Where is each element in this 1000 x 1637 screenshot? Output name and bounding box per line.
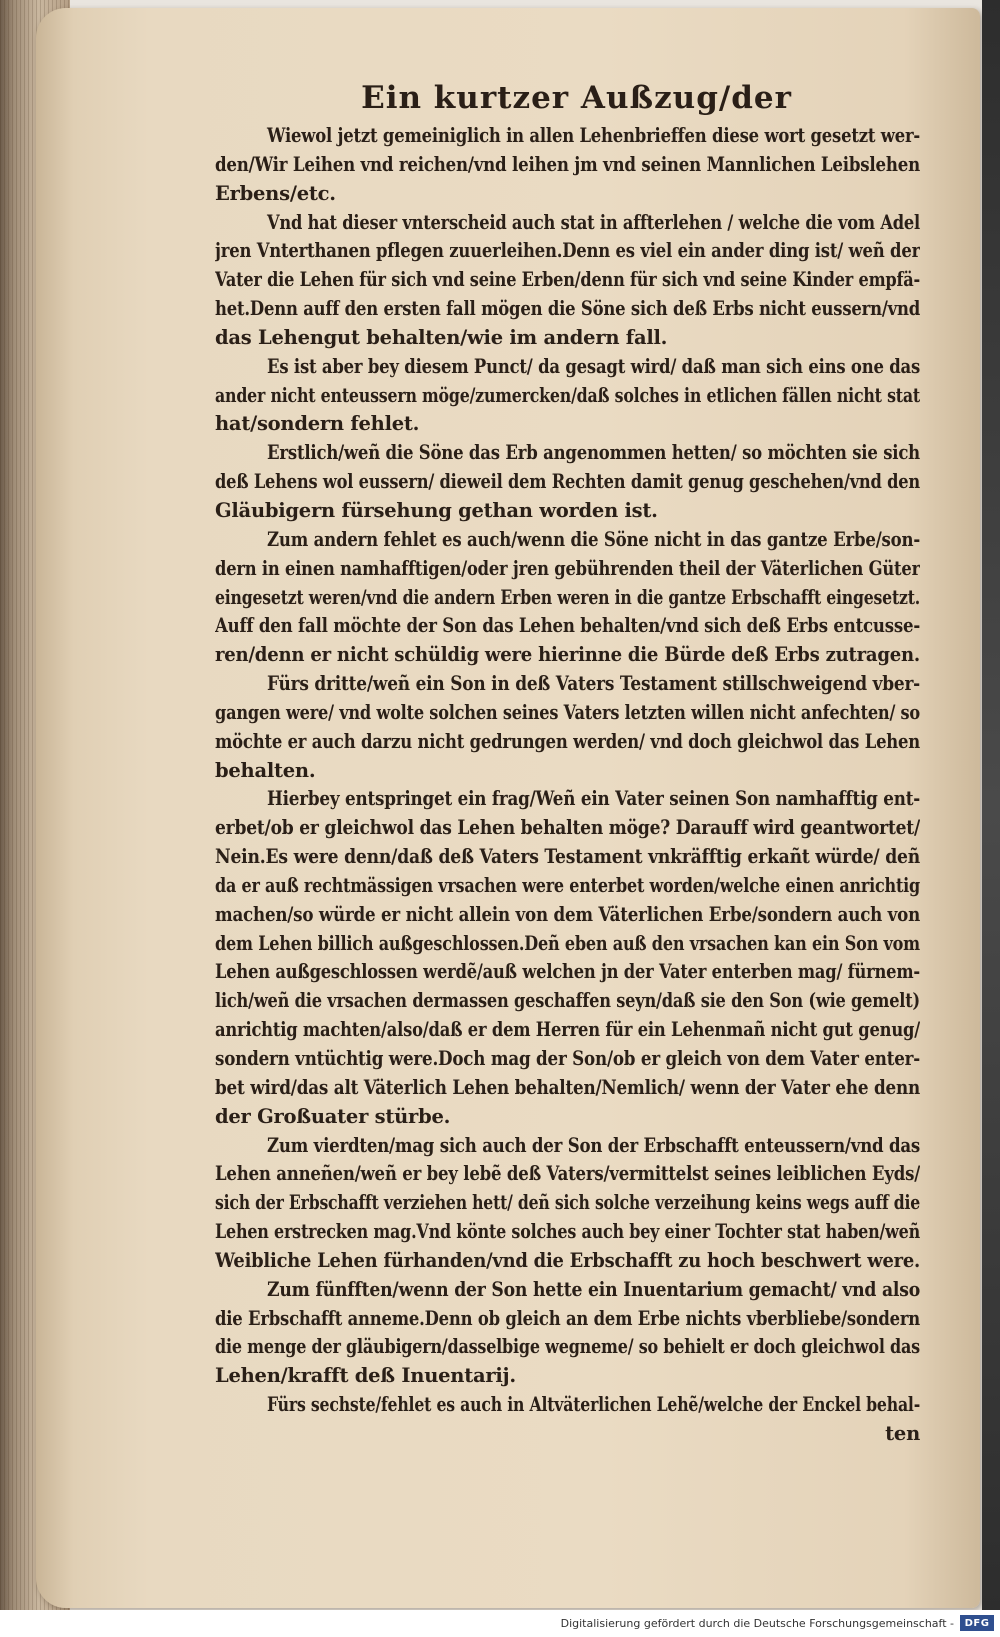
text-line: het.Denn auff den ersten fall mögen die Söne sich deß Erbs nicht eussern/vnd: [215, 297, 920, 321]
text-line: eingesetzt weren/vnd die andern Erben weren in die gantze Erbschafft eingesetzt.: [215, 585, 920, 609]
scan-border-strip: [982, 0, 1000, 1610]
text-line: Fürs dritte/weñ ein Son in deß Vaters Testament stillschweigend vber-: [267, 672, 920, 696]
text-line: ander nicht enteussern möge/zumercken/daß solches in etlichen fällen nicht stat: [215, 383, 920, 407]
running-head: Ein kurtzer Außzug/der: [361, 80, 792, 116]
text-line: hat/sondern fehlet.: [215, 412, 420, 436]
text-line: Weibliche Lehen fürhanden/vnd die Erbschafft zu hoch beschwert were.: [215, 1248, 920, 1272]
text-line: dern in einen namhafftigen/oder jren gebührenden theil der Väterlichen Güter: [215, 556, 920, 580]
text-line: lich/weñ die vrsachen dermassen geschaffen seyn/daß sie den Son (wie gemelt): [215, 989, 920, 1013]
page-text-block: [215, 80, 920, 1449]
text-line: dem Lehen billich außgeschlossen.Deñ eben auß den vrsachen kan ein Son vom: [215, 931, 920, 955]
text-line: machen/so würde er nicht allein von dem Väterlichen Erbe/sondern auch von: [215, 902, 920, 926]
text-line: ren/denn er nicht schüldig were hierinne die Bürde deß Erbs zutragen.: [215, 643, 920, 667]
text-line: behalten.: [215, 758, 316, 782]
text-line: Zum andern fehlet es auch/wenn die Söne nicht in das gantze Erbe/son-: [267, 527, 920, 551]
text-line: Es ist aber bey diesem Punct/ da gesagt wird/ daß man sich eins one das: [267, 354, 920, 378]
text-line: Fürs sechste/fehlet es auch in Altväterlichen Lehẽ/welche der Enckel behal-: [267, 1393, 920, 1417]
text-line: Lehen erstrecken mag.Vnd könte solches auch bey einer Tochter stat haben/weñ: [215, 1220, 920, 1244]
text-line: ten: [885, 1421, 920, 1445]
text-line: anrichtig machten/also/daß er dem Herren für ein Lehenmañ nicht gut genug/: [215, 1018, 920, 1042]
text-line: Zum fünfften/wenn der Son hette ein Inuentarium gemacht/ vnd also: [267, 1277, 920, 1301]
dfg-logo: DFG: [960, 1615, 994, 1631]
text-line: Auff den fall möchte der Son das Lehen behalten/vnd sich deß Erbs entcusse-: [215, 614, 920, 638]
text-line: sondern vntüchtig were.Doch mag der Son/ob er gleich von dem Vater enter-: [215, 1047, 920, 1070]
text-line: die menge der gläubigern/dasselbige wegneme/ so behielt er doch gleichwol das: [215, 1335, 920, 1359]
text-line: jren Vnterthanen pflegen zuuerleihen.Denn es viel ein ander ding ist/ weñ der: [215, 239, 920, 263]
text-line: Lehen/krafft deß Inuentarij.: [215, 1364, 516, 1388]
text-line: Lehen außgeschlossen werdẽ/auß welchen jn der Vater enterben mag/ fürnem-: [215, 960, 920, 984]
text-line: die Erbschafft anneme.Denn ob gleich an dem Erbe nichts vberbliebe/sondern: [215, 1306, 920, 1330]
text-line: Nein.Es were denn/daß deß Vaters Testament vnkräfftig erkañt würde/ deñ: [215, 845, 920, 869]
footer-credit: Digitalisierung gefördert durch die Deutsche Forschungsgemeinschaft -: [560, 1617, 954, 1630]
text-line: das Lehengut behalten/wie im andern fall.: [215, 325, 668, 349]
text-line: sich der Erbschafft verziehen hett/ deñ sich solche verzeihung keins wegs auff die: [215, 1191, 920, 1215]
text-line: den/Wir Leihen vnd reichen/vnd leihen jm vnd seinen Mannlichen Leibslehen: [215, 152, 920, 176]
text-line: Vnd hat dieser vnterscheid auch stat in affterlehen / welche die vom Adel: [267, 210, 920, 234]
text-line: Wiewol jetzt gemeiniglich in allen Lehenbrieffen diese wort gesetzt wer-: [267, 124, 920, 147]
text-line: möchte er auch darzu nicht gedrungen werden/ vnd doch gleichwol das Lehen: [215, 729, 920, 753]
text-line: bet wird/das alt Väterlich Lehen behalten/Nemlich/ wenn der Vater ehe denn: [215, 1075, 920, 1099]
text-line: gangen were/ vnd wolte solchen seines Vaters letzten willen nicht anfechten/ so: [215, 700, 920, 724]
text-lines: [215, 122, 920, 1449]
text-line: Erstlich/weñ die Söne das Erb angenommen hetten/ so möchten sie sich: [267, 441, 920, 465]
text-line: Lehen anneñen/weñ er bey lebẽ deß Vaters/vermittelst seines leiblichen Eyds/: [215, 1162, 920, 1186]
text-line: Hierbey entspringet ein frag/Weñ ein Vater seinen Son namhafftig ent-: [267, 787, 920, 811]
text-line: erbet/ob er gleichwol das Lehen behalten möge? Darauff wird geantwortet/: [215, 816, 920, 840]
text-line: Gläubigern fürsehung gethan worden ist.: [215, 498, 658, 522]
text-line: Zum vierdten/mag sich auch der Son der Erbschafft enteussern/vnd das: [267, 1133, 920, 1157]
digitization-footer: [0, 1610, 1000, 1637]
text-line: der Großuater stürbe.: [215, 1104, 451, 1128]
text-line: Vater die Lehen für sich vnd seine Erben/denn für sich vnd seine Kinder empfä-: [215, 268, 920, 292]
text-line: Erbens/etc.: [215, 181, 336, 205]
text-line: deß Lehens wol eussern/ dieweil dem Rechten damit genug geschehen/vnd den: [215, 470, 920, 494]
text-line: da er auß rechtmässigen vrsachen were enterbet worden/welche einen anrichtig: [215, 873, 920, 897]
